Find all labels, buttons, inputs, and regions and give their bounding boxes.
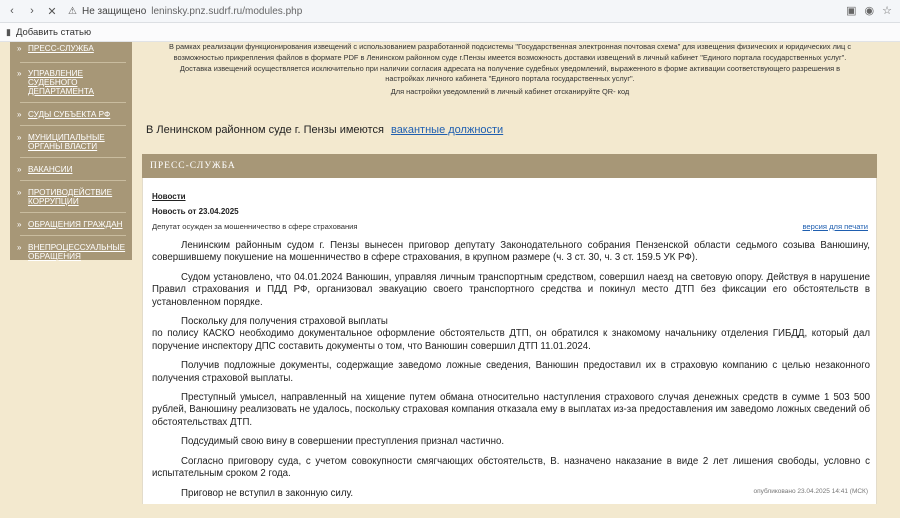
article-paragraph: Ленинским районным судом г. Пензы вынесен приговор депутату Законодательного собрания Пензенской области седьмого созыва Ванюшину, совершившему покушение на мошенничество в сфере страхования, в крупном размере (ч. 3 ст. 30, ч. 3 ст. 159.5 УК РФ). [152,240,870,264]
star-icon[interactable]: ☆ [882,5,892,17]
bullet-icon: » [17,133,22,142]
article-paragraph: по полису КАСКО необходимо документальное оформление обстоятельств ДТП, он обратился к знакомому начальнику отделения ГИБДД, который дал поручение инспектору ДПС составить документы о том, что Ванюшин совершил ДТП 11.01.2024. [152,328,870,352]
sidebar-menu [10,42,132,260]
sidebar-item-anti-corruption[interactable]: » ПРОТИВОДЕЙСТВИЕ КОРРУПЦИИ [17,188,113,206]
article-paragraph: Подсудимый свою вину в совершении преступления признал частично. [181,436,505,448]
notice-line: Доставка извещений осуществляется исключительно при наличии согласия адресата на получение судебных уведомлений, выраженного в форме активации соответствующего разрешения в [179,63,841,73]
bullet-icon: » [17,165,22,174]
notice-line: настройках личного кабинета "Единого портала государственных услуг". [385,74,635,84]
vacancy-notice [146,124,503,136]
article-body [152,240,870,507]
bullet-icon: » [17,243,22,252]
stop-loading-icon[interactable]: ✕ [47,5,57,18]
bookmark-add-article[interactable]: Добавить статью [15,26,92,38]
bullet-icon: » [17,69,22,78]
bullet-icon: » [17,220,22,229]
news-panel [142,178,877,504]
page [0,42,900,518]
notice-line: возможностью прикрепления файлов в формате PDF в Ленинском районном суде г.Пензы имеется возможность доставки извещений в личный кабинет "Единого портала государственных услуг". [173,52,847,62]
sidebar-item-judicial-department[interactable]: » УПРАВЛЕНИЕ СУДЕБНОГО ДЕПАРТАМЕНТА [17,69,95,96]
notification-notice [140,42,880,110]
back-icon[interactable]: ‹ [10,5,14,17]
article-paragraph: Получив подложные документы, содержащие заведомо ложные сведения, Ванюшин предоставил их в страховую компанию с целью незаконного получения страховой выплаты. [152,360,870,384]
translate-icon[interactable]: ▣ [846,5,857,17]
notice-line: В рамках реализации функционирования извещений с использованием разработанной подсистемы "Государственная электронная почтовая схема" для извещения физических и юридических лиц с [168,42,852,51]
sidebar-item-citizen-appeals[interactable]: » ОБРАЩЕНИЯ ГРАЖДАН [17,220,123,229]
news-link[interactable]: Новости [152,192,186,201]
bullet-icon: » [17,188,22,197]
sidebar-item-municipal-bodies[interactable]: » МУНИЦИПАЛЬНЫЕ ОРГАНЫ ВЛАСТИ [17,133,105,151]
bullet-icon: » [17,44,22,53]
sidebar-item-subject-courts[interactable]: » СУДЫ СУБЪЕКТА РФ [17,110,111,119]
bullet-icon: » [17,110,22,119]
vacancy-text: В Ленинском районном суде г. Пензы имеются [146,124,384,136]
article-paragraph: Преступный умысел, направленный на хищение путем обмана относительно наступления страхового случая денежных средств в сумме 1 503 500 рублей, Ванюшину реализовать не удалось, поскольку страховая компания отказала ему в выплатах из-за предоставления им заведомо ложных сведений об обстоятельствах ДТП. [152,392,870,428]
published-timestamp: опубликовано 23.04.2025 14:41 (МСК) [753,488,868,495]
panel-title: ПРЕСС-СЛУЖБА [142,154,877,178]
bookmark-icon: ▮ [6,26,11,37]
sidebar-item-extraprocedural-appeals[interactable]: » ВНЕПРОЦЕССУАЛЬНЫЕ ОБРАЩЕНИЯ [17,243,126,261]
article-paragraph: Приговор не вступил в законную силу. [181,487,354,499]
not-secure-label: Не защищено [81,5,147,17]
camera-icon[interactable]: ◉ [864,5,875,17]
qr-instruction: Для настройки уведомлений в личный кабинет отсканируйте QR- код [390,87,630,97]
news-date: Новость от 23.04.2025 [152,207,239,216]
article-paragraph: Поскольку для получения страховой выплаты [181,316,388,328]
news-subtitle: Депутат осужден за мошенничество в сфере страхования [152,222,358,231]
browser-toolbar [0,0,900,23]
vacancies-link[interactable]: вакантные должности [390,124,504,136]
address-bar[interactable] [68,6,302,17]
sidebar-item-press-service[interactable]: » ПРЕСС-СЛУЖБА [17,44,94,53]
print-version-link[interactable]: версия для печати [802,222,868,231]
article-paragraph: Согласно приговору суда, с учетом совокупности смягчающих обстоятельств, В. назначено наказание в виде 2 лет лишения свободы, условно с испытательным сроком 2 года. [152,455,870,480]
sidebar-item-vacancies[interactable]: » ВАКАНСИИ [17,165,73,174]
url-text[interactable]: leninsky.pnz.sudrf.ru/modules.php [151,5,303,17]
article-paragraph: Судом установлено, что 04.01.2024 Ванюшин, управляя личным транспортным средством, совершил наезд на световую опору. Действуя в нарушение Правил страхования и ПДД РФ, организовал эвакуацию своего транспортного средства и покинул место ДТП без фиксации его обстоятельств в установленном порядке. [152,271,870,308]
not-secure-icon[interactable]: ⚠ [68,5,77,17]
bookmarks-bar [0,23,900,42]
forward-icon[interactable]: › [30,5,34,17]
